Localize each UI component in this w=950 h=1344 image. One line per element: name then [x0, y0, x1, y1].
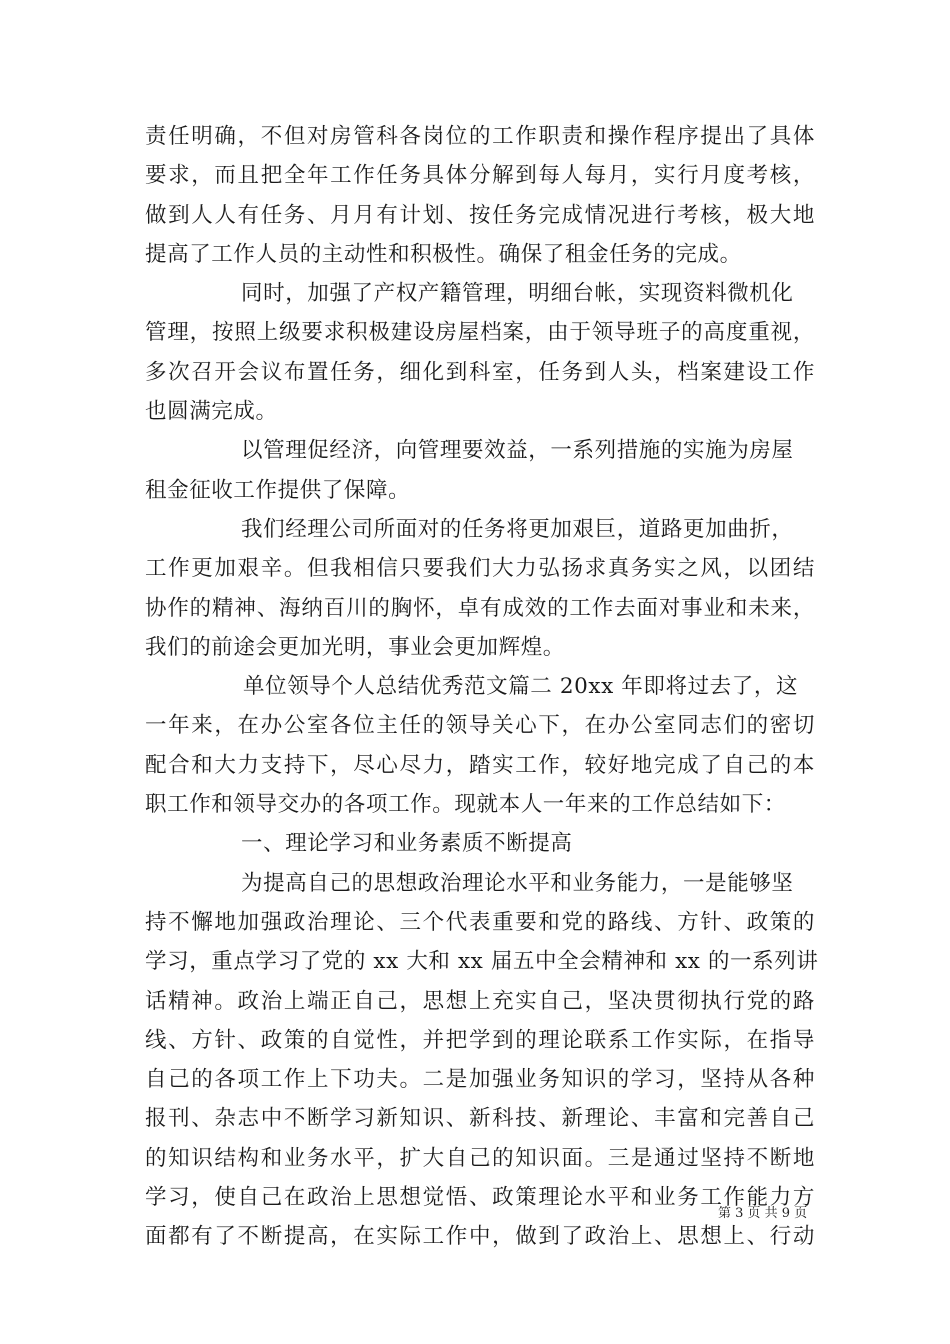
document-body: [145, 117, 819, 1257]
text-line: 报刊、杂志中不断学习新知识、新科技、新理论、丰富和完善自己: [145, 1106, 815, 1132]
text-line: 协作的精神、海纳百川的胸怀，卓有成效的工作去面对事业和未来，: [145, 595, 815, 621]
text-line: 我们的前途会更加光明，事业会更加辉煌。: [145, 634, 565, 660]
text-line: 管理，按照上级要求积极建设房屋档案，由于领导班子的高度重视，: [145, 320, 815, 346]
paragraph-start-line: 单位领导个人总结优秀范文篇二 20xx 年即将过去了，这: [243, 674, 799, 700]
text-line: 面都有了不断提高，在实际工作中，做到了政治上、思想上、行动: [145, 1224, 815, 1250]
text-line: 学习，重点学习了党的 xx 大和 xx 届五中全会精神和 xx 的一系列讲: [145, 949, 819, 975]
text-line: 责任明确，不但对房管科各岗位的工作职责和操作程序提出了具体: [145, 124, 815, 149]
text-line: 一年来，在办公室各位主任的领导关心下，在办公室同志们的密切: [145, 713, 815, 739]
paragraph-start-line: 我们经理公司所面对的任务将更加艰巨，道路更加曲折，: [241, 516, 794, 542]
text-line: 租金征收工作提供了保障。: [145, 477, 411, 503]
text-line: 自己的各项工作上下功夫。二是加强业务知识的学习，坚持从各种: [145, 1067, 815, 1093]
text-line: 配合和大力支持下，尽心尽力，踏实工作，较好地完成了自己的本: [145, 752, 815, 778]
section-heading: 一、理论学习和业务素质不断提高: [241, 831, 573, 857]
paragraph-start-line: 为提高自己的思想政治理论水平和业务能力，一是能够坚: [241, 870, 794, 896]
text-line: 线、方针、政策的自觉性，并把学到的理论联系工作实际，在指导: [145, 1027, 815, 1053]
text-line: 做到人人有任务、月月有计划、按任务完成情况进行考核，极大地: [145, 202, 815, 228]
text-line: 的知识结构和业务水平，扩大自己的知识面。三是通过坚持不断地: [145, 1145, 815, 1171]
text-line: 多次召开会议布置任务，细化到科室，任务到人头，档案建设工作: [145, 359, 815, 385]
text-line: 工作更加艰辛。但我相信只要我们大力弘扬求真务实之风，以团结: [145, 556, 815, 582]
text-line: 话精神。政治上端正自己，思想上充实自己，坚决贯彻执行党的路: [145, 988, 815, 1014]
text-line: 也圆满完成。: [145, 399, 278, 425]
text-line: 职工作和领导交办的各项工作。现就本人一年来的工作总结如下：: [145, 792, 786, 818]
paragraph-start-line: 以管理促经济，向管理要效益，一系列措施的实施为房屋: [241, 438, 794, 464]
text-line: 要求，而且把全年工作任务具体分解到每人每月，实行月度考核，: [145, 163, 815, 189]
paragraph-start-line: 同时，加强了产权产籍管理，明细台帐，实现资料微机化: [241, 281, 794, 307]
text-line: 提高了工作人员的主动性和积极性。确保了租金任务的完成。: [145, 241, 742, 267]
text-line: 持不懈地加强政治理论、三个代表重要和党的路线、方针、政策的: [145, 909, 815, 935]
page-number: 第 3 页 共 9 页: [718, 1206, 808, 1221]
text-line: 学习，使自己在政治上思想觉悟、政策理论水平和业务工作能力方: [145, 1185, 815, 1211]
